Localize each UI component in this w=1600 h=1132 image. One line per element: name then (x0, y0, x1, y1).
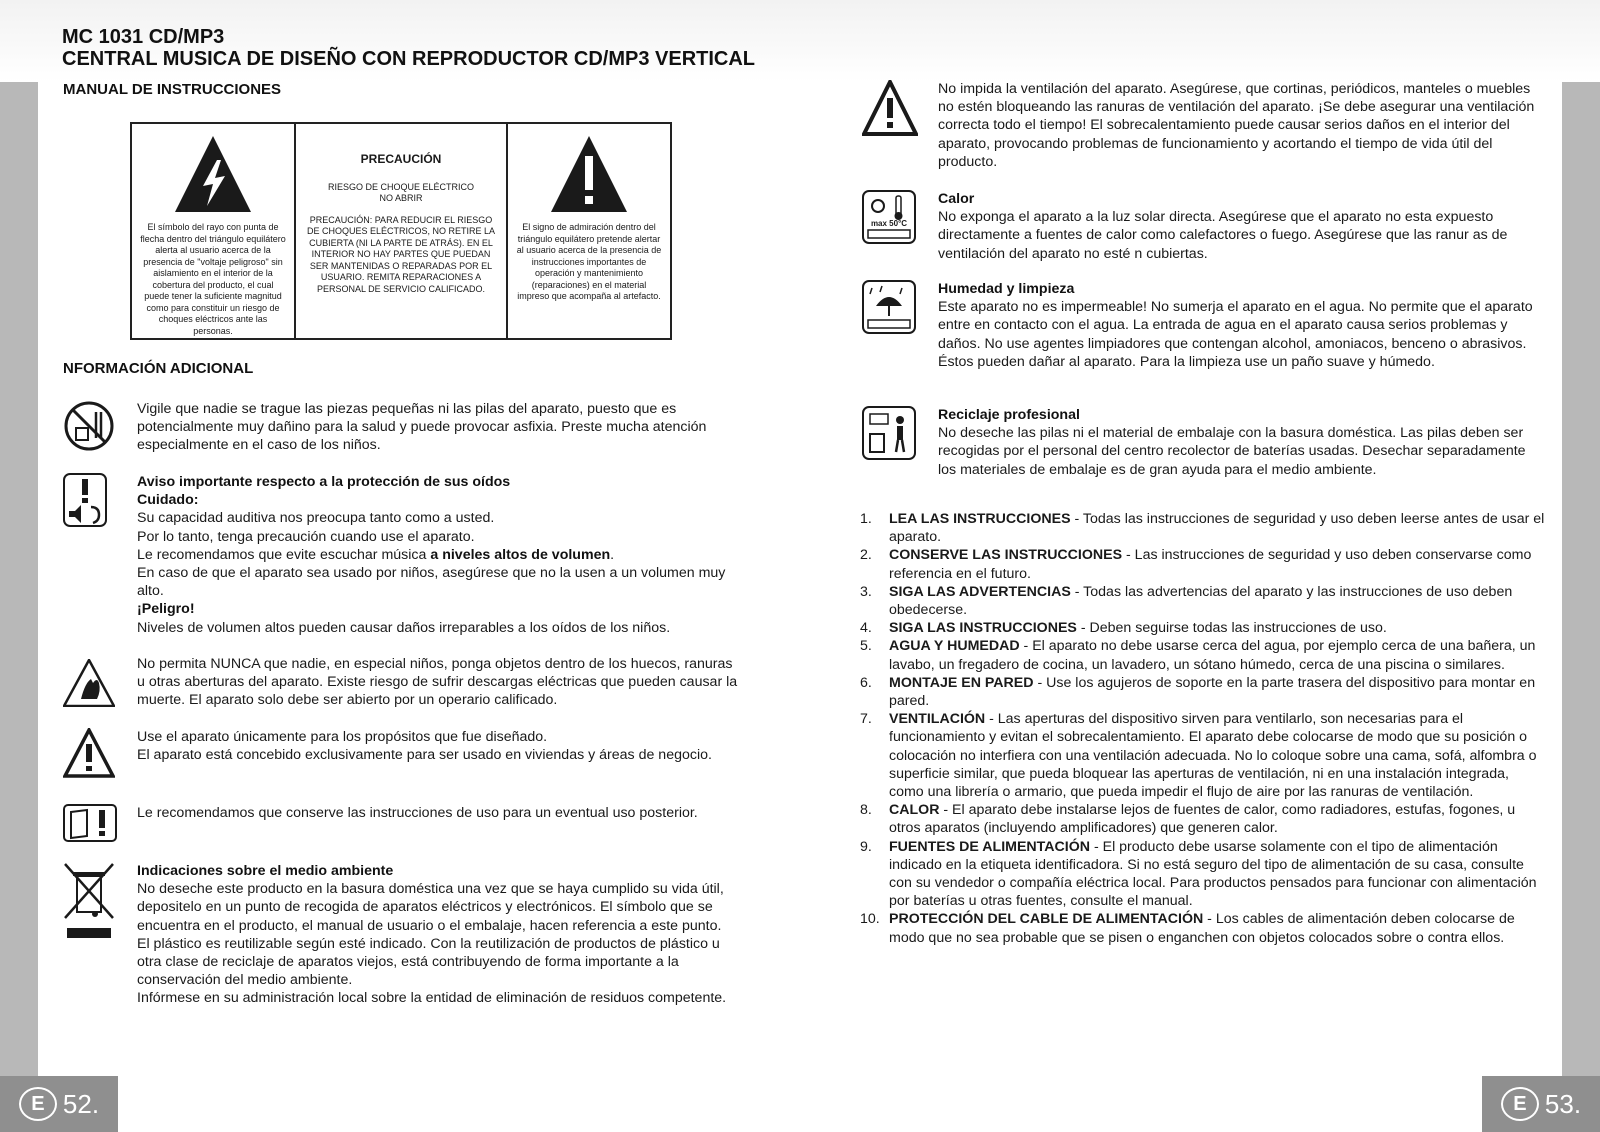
recycle-body: No deseche las pilas ni el material de embalaje con la basura doméstica. Las pilas deben ser recogidas por el personal del centro recolector de baterías usadas. Desechar separadamente los materiales de embalaje es de gran ayuda para el medio ambiente. (938, 425, 1526, 478)
heat-body: No exponga el aparato a la luz solar directa. Asegúrese que el aparato no esta expuesto directamente a fuentes de calor como calefactores o fuego. Asegúrese que las ranur as de ventilación del aparato no esté n cubiertas. (938, 209, 1508, 262)
hearing-warning-icon (63, 473, 115, 637)
list-item: 8. CALOR - El aparato debe instalarse lejos de fuentes de calor, como radiadores, estufas, fogones, u otros aparatos (incluyendo amplificadores) que generen calor. (860, 802, 1516, 837)
list-item: 1. LEA LAS INSTRUCCIONES - Todas las instrucciones de seguridad y uso deben leerse antes de usar el aparato. (860, 511, 1545, 546)
small-parts-text: Vigile que nadie se trague las piezas pequeñas ni las pilas del aparato, puesto que es potencialmente muy dañino para la salud y puede provocar asfixia. Preste mucha atención especialmente en el caso de los niños. (137, 401, 707, 454)
list-item: 2. CONSERVE LAS INSTRUCCIONES - Las instrucciones de seguridad y uso deben conservarse como referencia en el futuro. (860, 547, 1532, 582)
heat-title: Calor (938, 191, 975, 207)
recycle-text (938, 406, 1542, 479)
product-subtitle: CENTRAL MUSICA DE DISEÑO CON REPRODUCTOR CD/MP3 VERTICAL (62, 48, 756, 70)
humidity-body: Este aparato no es impermeable! No sumerja el aparato en el agua. No permite que el aparato entre en contacto con el agua. La entrada de agua en el aparato causa serios problemas y daños. No use agentes limpiadores que contengan alcohol, amoniacos, benceno o abrasivos. Éstos pueden dañar al aparato. Para la limpieza use un paño suave y húmedo. (938, 299, 1533, 370)
humidity-item (862, 280, 1542, 371)
humidity-title: Humedad y limpieza (938, 281, 1075, 297)
lightning-cell (132, 124, 296, 338)
environment-paragraph-2: El plástico es reutilizable según esté indicado. Con la reutilización de productos de plástico u otra clase de reciclaje de aparatos viejos, está contribuyendo de forma importante a la conservación del medio ambiente. (137, 935, 720, 989)
caution-center-cell (296, 124, 508, 338)
objects-text: No permita NUNCA que nadie, en especial niños, ponga objetos dentro de los huecos, ranuras u otras aberturas del aparato. Existe riesgo de sufrir descargas eléctricas que pueden causar la muerte. El aparato solo debe ser abierto por un operario calificado. (137, 656, 738, 709)
model-title: MC 1031 CD/MP3 (62, 26, 225, 48)
rain-umbrella-icon (862, 280, 938, 371)
exclamation-cell (508, 124, 670, 338)
weee-bin-icon (63, 862, 115, 1008)
hearing-line-4: En caso de que el aparato sea usado por niños, asegúrese que no la usen a un volumen muy alto. (137, 565, 726, 600)
purpose-text (137, 728, 712, 778)
no-objects-warning-icon (63, 655, 115, 710)
environment-title: Indicaciones sobre el medio ambiente (137, 863, 394, 879)
environment-paragraph-1: No deseche este producto en la basura doméstica una vez que se haya cumplido su vida útil, depositelo en un punto de recogida de aparatos eléctricos y electrónicos. El símbolo que se encuentra en el producto, el manual de usuario o el embalaje, hacen referencia a este punto. (137, 881, 724, 934)
manual-heading: MANUAL DE INSTRUCCIONES (63, 81, 282, 98)
keep-manual-text: Le recomendamos que conserve las instrucciones de uso para un eventual uso posterior. (137, 805, 698, 821)
hearing-text (137, 473, 743, 637)
hearing-line-1: Su capacidad auditiva nos preocupa tanto como a usted. (137, 510, 495, 527)
recycle-title: Reciclaje profesional (938, 407, 1080, 423)
document-header (62, 26, 755, 70)
hearing-line-5: Niveles de volumen altos pueden causar daños irreparables a los oídos de los niños. (137, 619, 671, 636)
exclamation-warning-icon (549, 134, 629, 214)
list-item: 10. PROTECCIÓN DEL CABLE DE ALIMENTACIÓN - Los cables de alimentación deben colocarse de modo que no sea probable que se pisen o enganchen con objetos colocados sobre o contra ellos. (860, 911, 1515, 946)
left-side-bar (0, 82, 38, 1132)
caution-risk: RIESGO DE CHOQUE ELÉCTRICO NO ABRIR (327, 181, 475, 203)
environment-paragraph-3: Infórmese en su administración local sobre la entidad de eliminación de residuos competente. (137, 990, 727, 1007)
list-item: 4. SIGA LAS INSTRUCCIONES - Deben seguirse todas las instrucciones de uso. (860, 620, 1387, 637)
objects-item (63, 655, 743, 710)
additional-heading: NFORMACIÓN ADICIONAL (63, 360, 254, 377)
recycle-disposal-icon (862, 406, 938, 479)
keep-manual-item (63, 804, 743, 842)
left-page-number: E 52. (0, 1076, 118, 1132)
hearing-line-3: Le recomendamos que evite escuchar música a niveles altos de volumen. (137, 546, 615, 563)
hearing-title: Aviso importante respecto a la protección de sus oídos (137, 474, 511, 490)
manual-book-icon (63, 804, 115, 842)
right-page-number: E 53. (1482, 1076, 1600, 1132)
purpose-item (63, 728, 743, 778)
ventilation-item (862, 80, 1542, 171)
list-item: 6. MONTAJE EN PARED - Use los agujeros de soporte en la parte trasera del dispositivo para montar en pared. (860, 674, 1536, 710)
list-item: 3. SIGA LAS ADVERTENCIAS - Todas las advertencias del aparato y las instrucciones de uso deben obedecerse. (860, 583, 1513, 619)
hearing-item (63, 473, 743, 637)
list-item: 5. AGUA Y HUMEDAD - El aparato no debe usarse cerca del agua, por ejemplo cerca de una bañera, un lavabo, un fregadero de cocina, un lavadero, un sótano húmedo, cerca de una piscina o similares. (860, 638, 1536, 673)
max-temperature-label: max 50°C (870, 219, 908, 228)
purpose-line-2: El aparato está concebido exclusivamente para ser usado en viviendas y áreas de negocio. (137, 747, 712, 764)
heat-text (938, 190, 1542, 263)
caution-title: PRECAUCIÓN (360, 152, 442, 166)
ventilation-text: No impida la ventilación del aparato. Asegúrese, que cortinas, periódicos, manteles o muebles no estén bloqueando las ranuras de ventilación del aparato. ¡Se debe asegurar una ventilación correcta todo el tiempo! El sobrecalentamiento puede causar serios daños en el interior del aparato, provocando problemas de funcionamiento y acortando el tiempo de vida útil del producto. (938, 81, 1535, 170)
lightning-warning-icon (173, 134, 253, 214)
lightning-description: El símbolo del rayo con punta de flecha dentro del triángulo equilátero alerta al usuario acerca de la presencia de "voltaje peligroso" sin aislamiento en el interior de la cobertura del producto, el cual puede tener la suficiente magnitud como para constituir un riesgo de choques eléctricos ante las personas. (140, 222, 286, 336)
right-side-bar (1562, 82, 1600, 1132)
language-badge: E (19, 1087, 57, 1121)
language-badge: E (1501, 1087, 1539, 1121)
hearing-caution-label: Cuidado: (137, 492, 199, 509)
safety-instructions-list (860, 510, 1546, 947)
max-temperature-icon (862, 190, 938, 263)
recycle-item (862, 406, 1542, 479)
danger-label: ¡Peligro! (137, 601, 195, 618)
small-parts-item (63, 400, 743, 455)
exclamation-description: El signo de admiración dentro del triángulo equilátero pretende alertar al usuario acerca de la presencia de instrucciones importantes de operación y mantenimiento (reparaciones) en el material impreso que acompaña al artefacto. (516, 222, 662, 301)
environment-item (63, 862, 743, 1008)
ventilation-warning-icon (862, 80, 938, 171)
heat-item (862, 190, 1542, 263)
purpose-line-1: Use el aparato únicamente para los propósitos que fue diseñado. (137, 729, 548, 745)
list-item: 9. FUENTES DE ALIMENTACIÓN - El producto debe usarse solamente con el tipo de alimentación indicado en la etiqueta identificadora. Si no está seguro del tipo de alimentación de su casa, consulte con su vendedor o compañía eléctrica local. Para productos pensados para funcionar con alimentación por baterías u otras fuentes, consulte el manual. (860, 838, 1537, 910)
environment-text (137, 862, 743, 1008)
list-item: 7. VENTILACIÓN - Las aperturas del dispositivo sirven para ventilarlo, son necesarias para el funcionamiento y evitan el sobrecalentamiento. El aparato debe colocarse de modo que su posición o colocación no interfiera con una ventilación adecuada. No lo coloque sobre una cama, sofá, alfombra o superficie similar, que pueda bloquear las aperturas de ventilación, ni en una instalación integrada, como una librería o armario, que pueda impedir el flujo de aire por las ranuras de ventilación. (860, 711, 1537, 801)
humidity-text (938, 280, 1542, 371)
hearing-line-2: Por lo tanto, tenga precaución cuando use el aparato. (137, 528, 475, 545)
caution-box (130, 122, 672, 340)
caution-warning: PRECAUCIÓN: PARA REDUCIR EL RIESGO DE CHOQUES ELÉCTRICOS, NO RETIRE LA CUBIERTA (NI LA PARTE DE ATRÁS). EN EL INTERIOR NO HAY PARTES QUE PUEDAN SER MANTENIDAS O REPARADAS POR EL USUARIO. REMITA REPARACIONES A PERSONAL DE SERVICIO CALIFICADO. (306, 214, 496, 294)
exclamation-icon (63, 728, 115, 778)
no-swallow-icon (63, 400, 115, 455)
